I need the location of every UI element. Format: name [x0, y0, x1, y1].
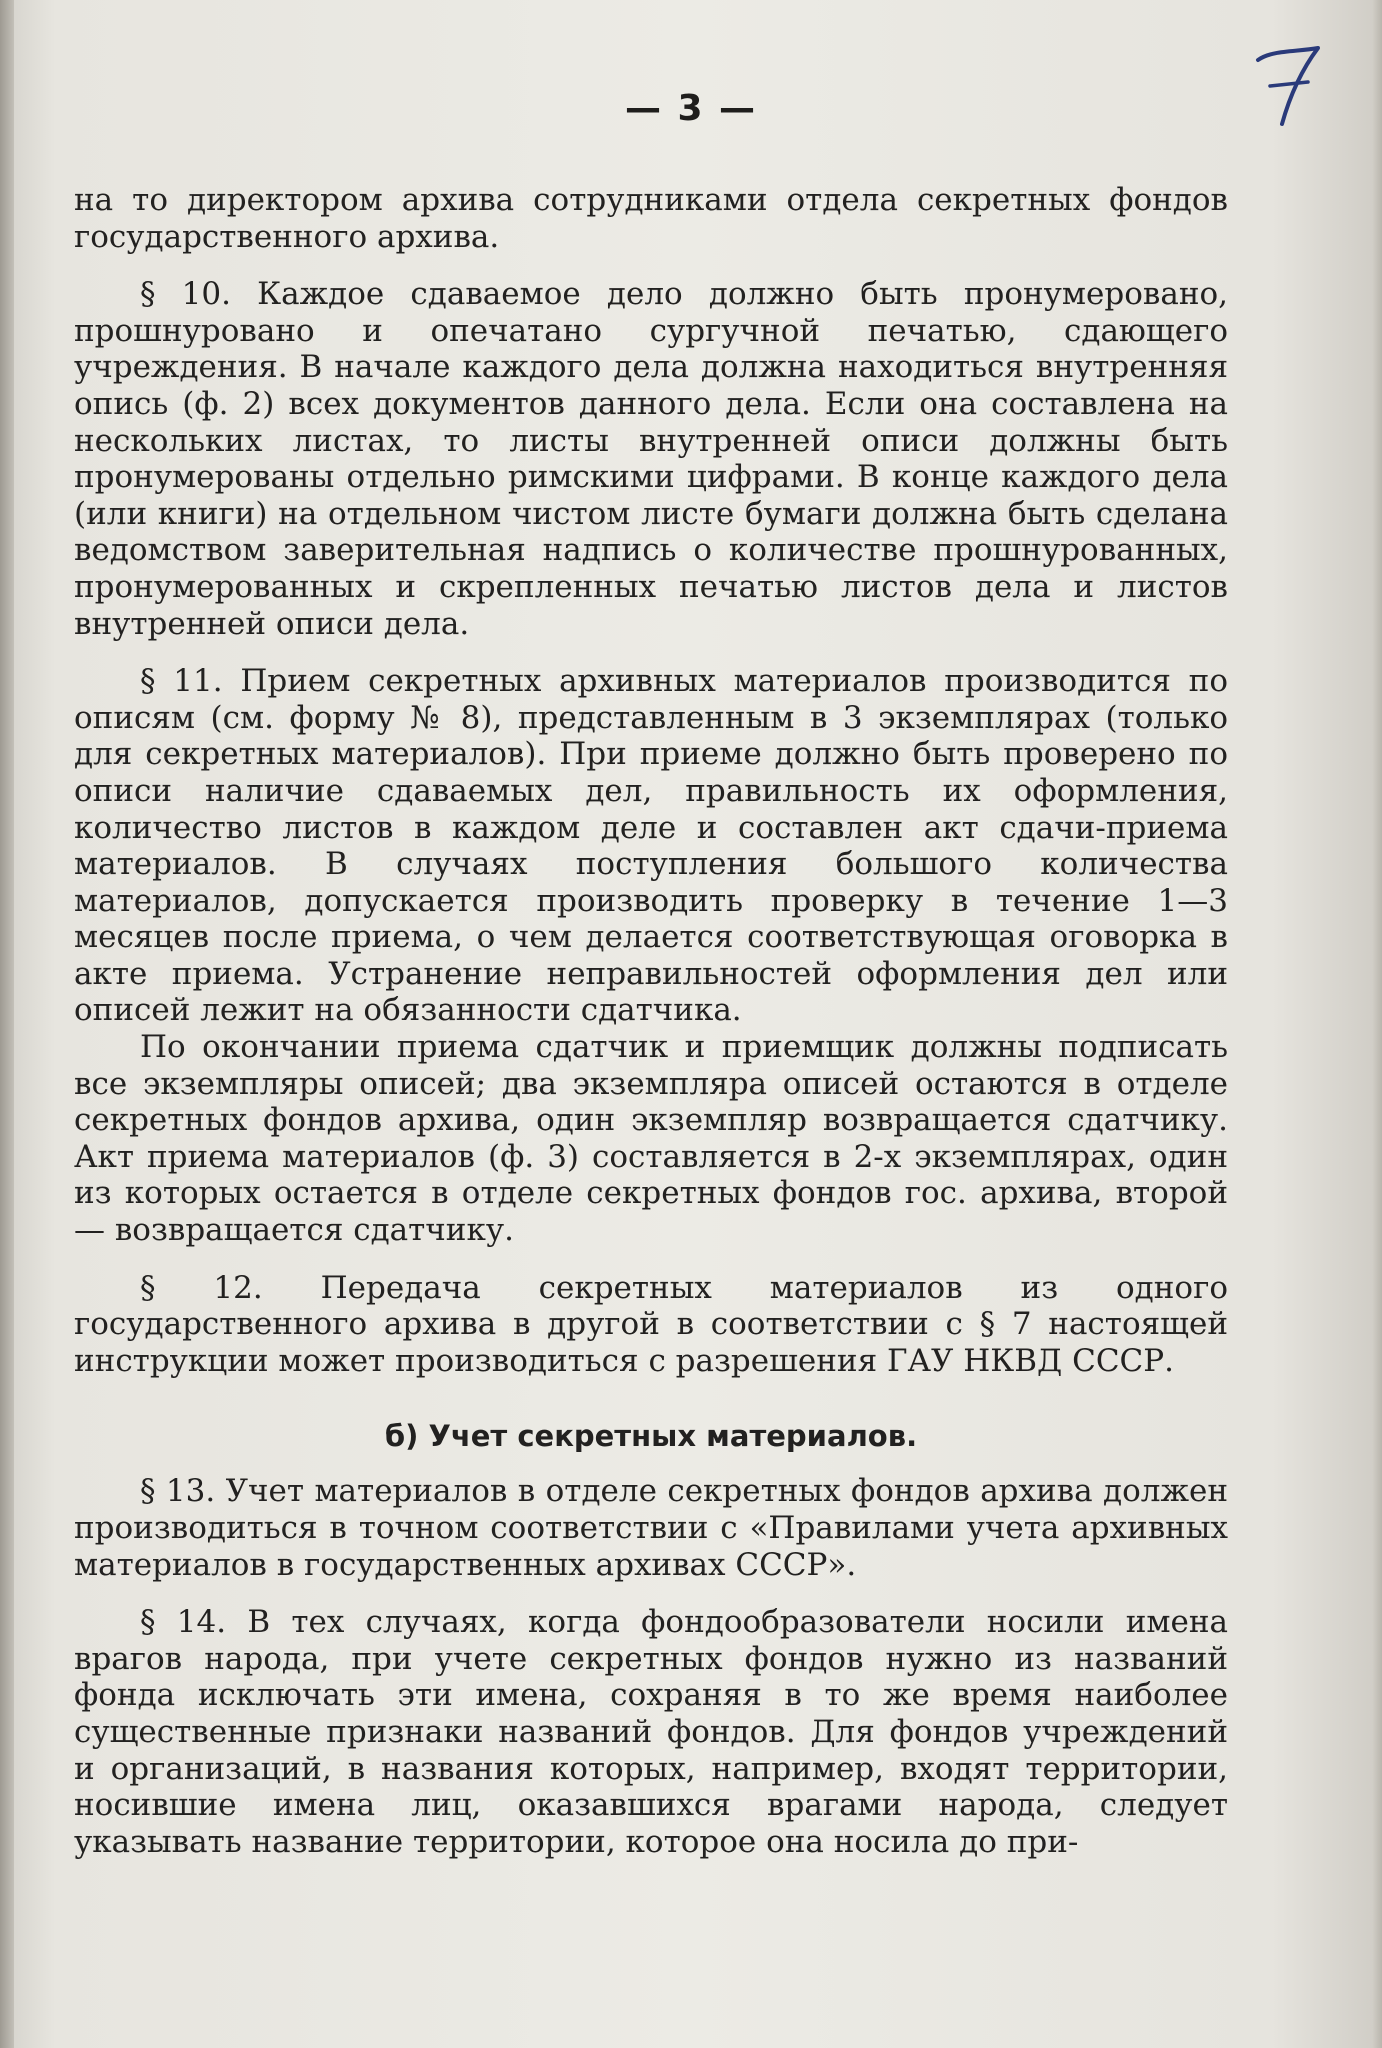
- binding-edge: [0, 0, 14, 2048]
- paragraph-13: § 13. Учет материалов в отделе секретных фондов архива должен производиться в точном соответствии с «Правилами учета архивных материалов в государственных архивах СССР».: [74, 1473, 1228, 1583]
- paragraph-continuation: на то директором архива сотрудниками отдела секретных фондов государственного архива.: [74, 182, 1228, 255]
- paragraph-12: § 12. Передача секретных материалов из одного государственного архива в другой в соответствии с § 7 настоящей инструкции может производиться с разрешения ГАУ НКВД СССР.: [74, 1269, 1228, 1379]
- paragraph-11-continued: По окончании приема сдатчик и приемщик должны подписать все экземпляры описей; два экземпляра описей остаются в отделе секретных фондов архива, один экземпляр возвращается сдатчику. Акт приема материалов (ф. 3) составляется в 2-х экземплярах, один из которых остается в отделе секретных фондов гос. архива, второй — возвращается сдатчику.: [74, 1029, 1228, 1249]
- section-heading: б) Учет секретных материалов.: [384, 1419, 918, 1454]
- paragraph-11: § 11. Прием секретных архивных материалов производится по описям (см. форму № 8), представленным в 3 экземплярах (только для секретных материалов). При приеме должно быть проверено по описи наличие сдаваемых дел, правильность их оформления, количество листов в каждом деле и составлен акт сдачи-приема материалов. В случаях поступления большого количества материалов, допускается производить проверку в течение 1—3 месяцев после приема, о чем делается соответствующая оговорка в акте приема. Устранение неправильностей оформления дел или описей лежит на обязанности сдатчика.: [74, 663, 1228, 1029]
- main-text: [74, 182, 1228, 1860]
- paragraph-10: § 10. Каждое сдаваемое дело должно быть пронумеровано, прошнуровано и опечатано сургучной печатью, сдающего учреждения. В начале каждого дела должна находиться внутренняя опись (ф. 2) всех документов данного дела. Если она составлена на нескольких листах, то листы внутренней описи должны быть пронумерованы отдельно римскими цифрами. В конце каждого дела (или книги) на отдельном чистом листе бумаги должна быть сделана ведомством заверительная надпись о количестве прошнурованных, пронумерованных и скрепленных печатью листов дела и листов внутренней описи дела.: [74, 276, 1228, 642]
- page-number: — 3 —: [624, 88, 758, 129]
- handwritten-folio-number: [1252, 38, 1324, 130]
- page-edge: [1372, 0, 1382, 2048]
- paragraph-14: § 14. В тех случаях, когда фондообразователи носили имена врагов народа, при учете секретных фондов нужно из названий фонда исключать эти имена, сохраняя в то же время наиболее существенные признаки названий фондов. Для фондов учреждений и организаций, в названия которых, например, входят территории, носившие имена лиц, оказавшихся врагами народа, следует указывать название территории, которое она носила до при-: [74, 1604, 1228, 1860]
